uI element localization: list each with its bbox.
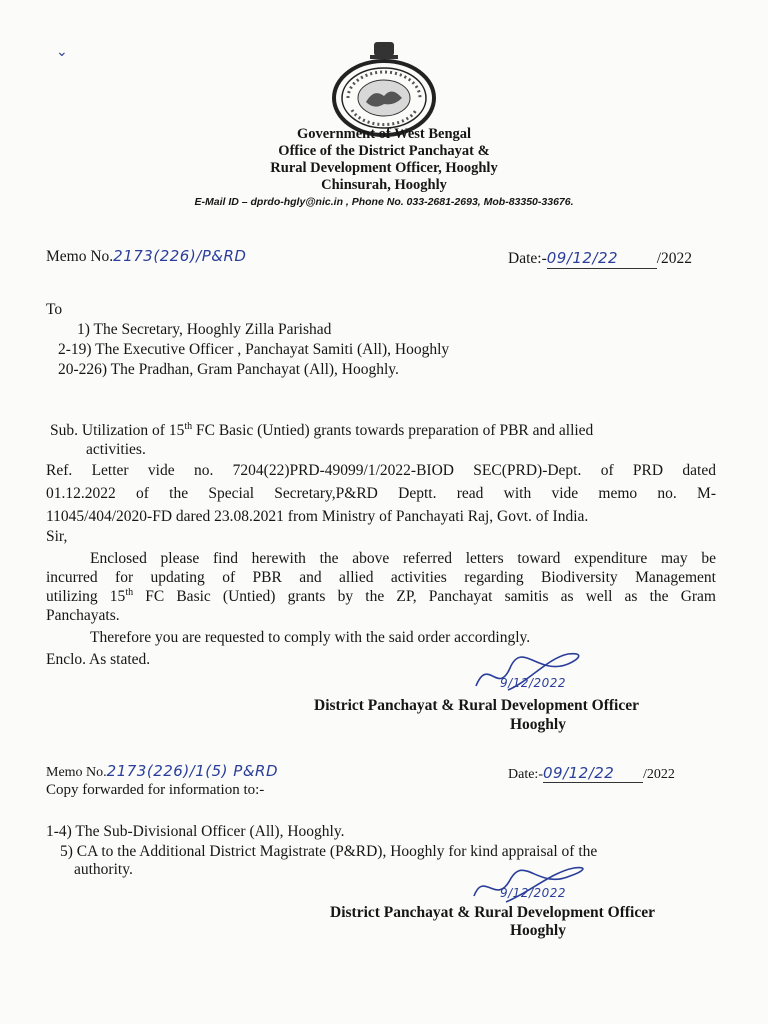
subject-rest: FC Basic (Untied) grants towards preparation of PBR and allied bbox=[192, 422, 594, 439]
signature2-place: Hooghly bbox=[510, 922, 566, 939]
copy-item-line2: authority. bbox=[74, 861, 133, 878]
memo-number bbox=[46, 246, 246, 267]
body-line3-prefix: utilizing 15 bbox=[46, 588, 126, 605]
memo2-number-handwritten: 2173(226)/1(5) P&RD bbox=[106, 762, 279, 780]
enclosure-note: Enclo. As stated. bbox=[46, 651, 151, 668]
reference-line3: 11045/404/2020-FD dared 23.08.2021 from Ministry of Panchayati Raj, Govt. of India. bbox=[46, 508, 589, 525]
memo-date-year: /2022 bbox=[656, 250, 693, 267]
body-para1-line2: incurred for updating of PBR and allied activities regarding Biodiversity Management bbox=[46, 569, 716, 586]
body-para1-line1: Enclosed please find herewith the above referred letters toward expenditure may be bbox=[90, 550, 716, 567]
header-office: Office of the District Panchayat & bbox=[278, 143, 490, 159]
header-govt: Government of West Bengal bbox=[296, 126, 472, 142]
addressee-item: 1) The Secretary, Hooghly Zilla Parishad bbox=[77, 321, 332, 338]
copy-item: 5) CA to the Additional District Magistrate (P&RD), Hooghly for kind appraisal of the bbox=[60, 843, 598, 860]
body-para2: Therefore you are requested to comply with the said order accordingly. bbox=[90, 629, 531, 646]
signature2-date: 9/12/2022 bbox=[500, 886, 567, 900]
signature2-title: District Panchayat & Rural Development Officer bbox=[330, 904, 655, 921]
signature1-title: District Panchayat & Rural Development Officer bbox=[314, 697, 639, 714]
header-location: Chinsurah, Hooghly bbox=[321, 177, 447, 193]
memo2-date-label: Date:- bbox=[508, 767, 543, 782]
reference-line2: 01.12.2022 of the Special Secretary,P&RD Deptt. read with vide memo no. M- bbox=[46, 485, 716, 502]
subject-prefix: Sub. Utilization of 15 bbox=[50, 422, 185, 439]
memo2-date-handwritten: 09/12/22 bbox=[543, 764, 643, 783]
memo2-label: Memo No. bbox=[46, 765, 107, 780]
memo-date bbox=[508, 248, 692, 269]
body-para1-line4: Panchayats. bbox=[46, 607, 120, 624]
memo2-date-year: /2022 bbox=[642, 767, 675, 782]
header-officer: Rural Development Officer, Hooghly bbox=[270, 160, 498, 176]
copy-forwarded-label: Copy forwarded for information to:- bbox=[46, 782, 265, 798]
signature1-place: Hooghly bbox=[510, 716, 566, 733]
body-line3-rest: FC Basic (Untied) grants by the ZP, Panchayat samitis as well as the Gram bbox=[133, 588, 716, 605]
memo2-number bbox=[46, 762, 278, 781]
memo-date-label: Date:- bbox=[508, 250, 547, 267]
memo-label: Memo No. bbox=[46, 248, 114, 265]
subject-line bbox=[50, 421, 593, 441]
west-bengal-govt-seal-icon bbox=[330, 40, 438, 138]
stray-pen-mark: ⌄ bbox=[56, 44, 69, 60]
memo-date-handwritten: 09/12/22 bbox=[547, 248, 657, 269]
salutation: Sir, bbox=[46, 528, 68, 545]
addressee-item: 20-226) The Pradhan, Gram Panchayat (All), Hooghly. bbox=[58, 361, 399, 378]
to-label: To bbox=[46, 301, 63, 318]
reference-line1: Ref. Letter vide no. 7204(22)PRD-49099/1/2022-BIOD SEC(PRD)-Dept. of PRD dated bbox=[46, 462, 716, 479]
memo-number-handwritten: 2173(226)/P&RD bbox=[113, 247, 247, 265]
subject-line2: activities. bbox=[86, 441, 146, 458]
copy-item: 1-4) The Sub-Divisional Officer (All), Hooghly. bbox=[46, 823, 345, 840]
subject-sup: th bbox=[184, 420, 193, 432]
body-line3-sup: th bbox=[125, 586, 134, 598]
addressee-item: 2-19) The Executive Officer , Panchayat Samiti (All), Hooghly bbox=[58, 341, 450, 358]
signature1-date: 9/12/2022 bbox=[500, 676, 567, 690]
header-contact: E-Mail ID – dprdo-hgly@nic.in , Phone No. 033-2681-2693, Mob-83350-33676. bbox=[194, 196, 574, 208]
body-para1-line3 bbox=[46, 587, 716, 607]
memo2-date bbox=[508, 764, 675, 783]
